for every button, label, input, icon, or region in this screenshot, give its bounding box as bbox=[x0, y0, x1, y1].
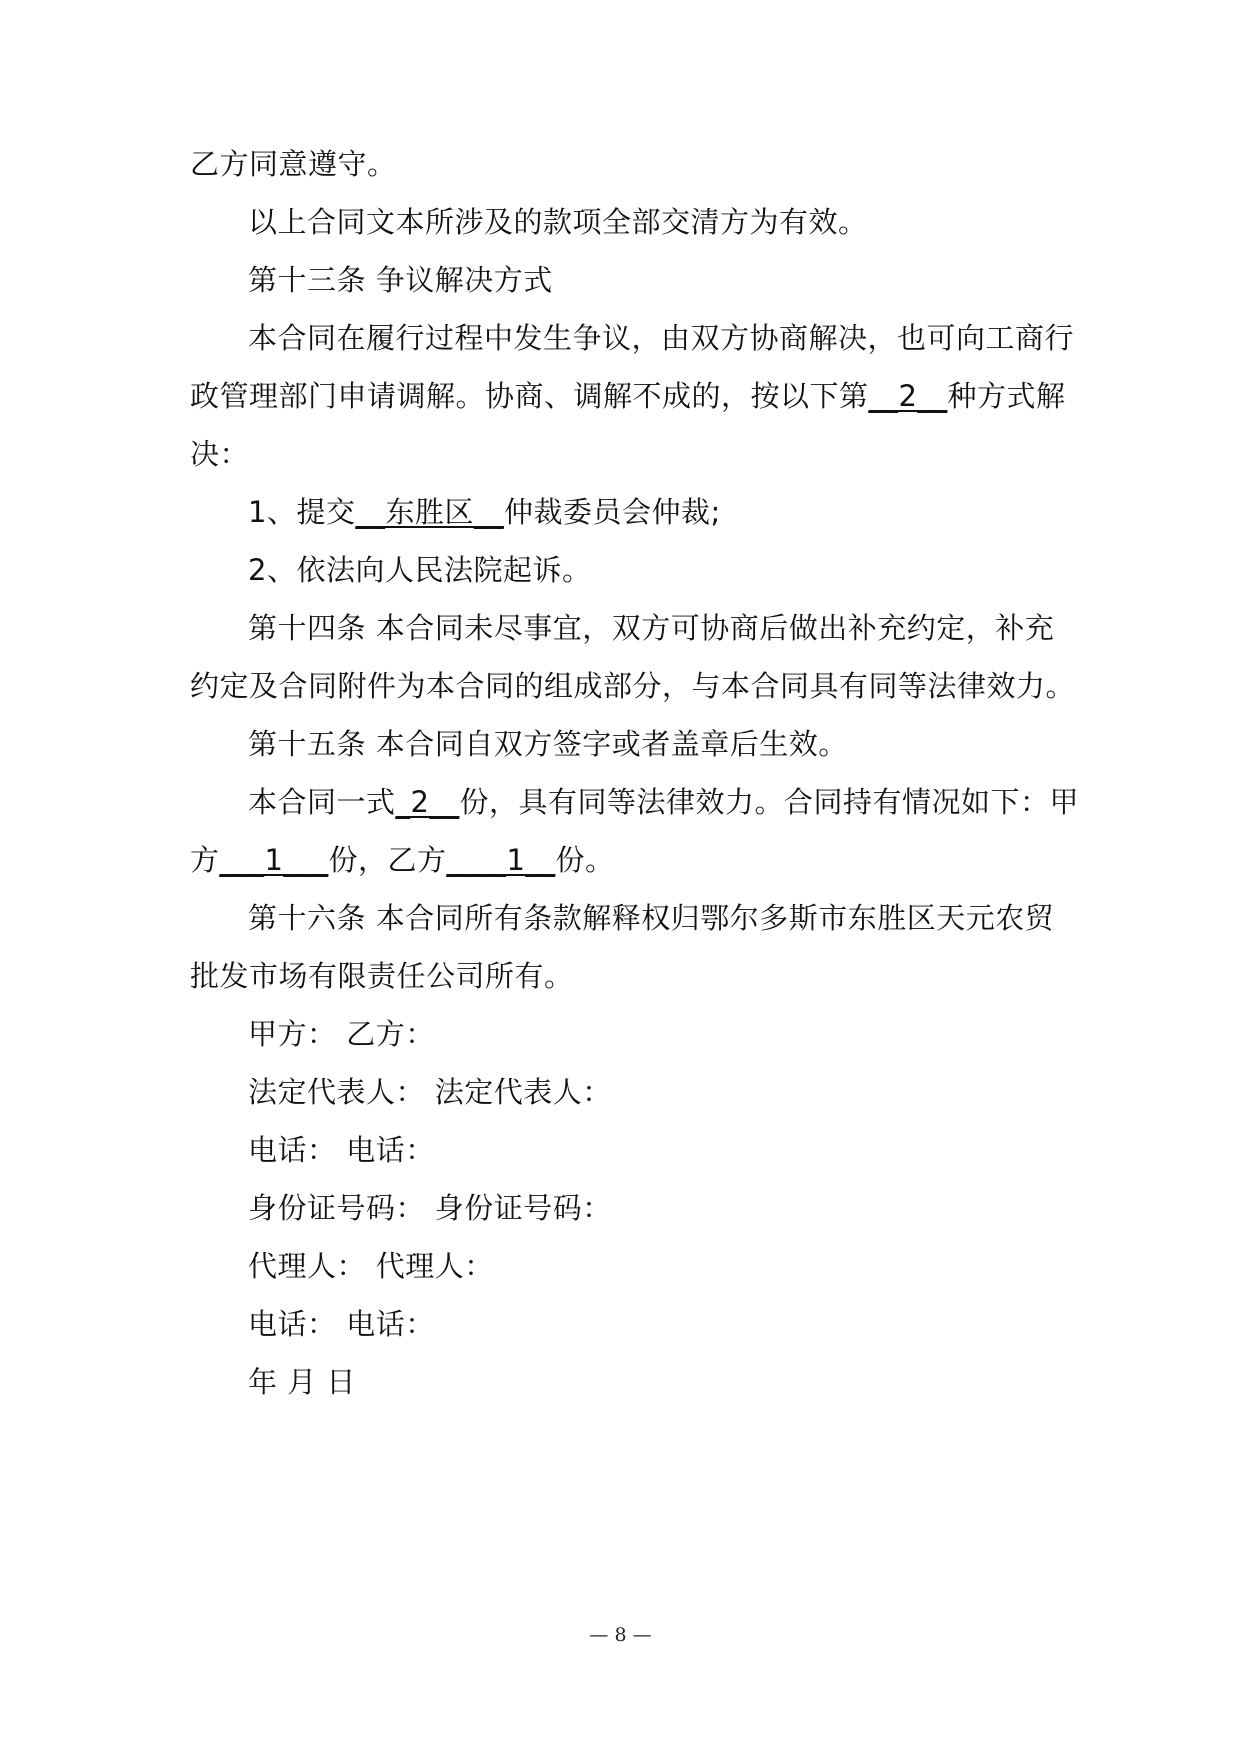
fill-in-blank: ___1___ bbox=[219, 843, 329, 877]
paragraph-line: 以上合同文本所涉及的款项全部交清方为有效。 bbox=[248, 205, 868, 239]
article-heading: 第十四条 本合同未尽事宜，双方可协商后做出补充约定，补充 bbox=[248, 611, 1055, 645]
signature-rep-line: 法定代表人： 法定代表人： bbox=[248, 1075, 612, 1109]
signature-party-line: 甲方： 乙方： bbox=[248, 1017, 435, 1051]
text-line: 方___1___份，乙方____1__份。 bbox=[190, 843, 615, 877]
text-line: 约定及合同附件为本合同的组成部分，与本合同具有同等法律效力。 bbox=[190, 669, 1076, 703]
fill-in-blank: ____1__ bbox=[446, 843, 556, 877]
text-line: 政管理部门申请调解。协商、调解不成的，按以下第__2__种方式解 bbox=[190, 379, 1066, 413]
list-item: 2、依法向人民法院起诉。 bbox=[248, 553, 592, 587]
list-item: 1、提交__东胜区__仲裁委员会仲裁; bbox=[248, 495, 721, 529]
fill-in-blank: __东胜区__ bbox=[355, 495, 504, 529]
signature-phone-line: 电话： 电话： bbox=[248, 1307, 435, 1341]
text-line: 批发市场有限责任公司所有。 bbox=[190, 959, 574, 993]
article-heading: 第十五条 本合同自双方签字或者盖章后生效。 bbox=[248, 727, 848, 761]
page-number: — 8 — bbox=[589, 1624, 652, 1646]
article-heading: 第十三条 争议解决方式 bbox=[248, 263, 553, 297]
article-heading: 第十六条 本合同所有条款解释权归鄂尔多斯市东胜区天元农贸 bbox=[248, 901, 1055, 935]
signature-id-line: 身份证号码： 身份证号码： bbox=[248, 1191, 612, 1225]
signature-date-line: 年 月 日 bbox=[248, 1365, 356, 1399]
signature-agent-line: 代理人： 代理人： bbox=[248, 1249, 494, 1283]
signature-phone-line: 电话： 电话： bbox=[248, 1133, 435, 1167]
paragraph-line: 本合同一式_2__份，具有同等法律效力。合同持有情况如下：甲 bbox=[248, 785, 1079, 819]
fill-in-blank: __2__ bbox=[868, 379, 948, 413]
text-line: 决： bbox=[190, 437, 250, 471]
fill-in-blank: _2__ bbox=[395, 785, 460, 819]
paragraph-line: 本合同在履行过程中发生争议，由双方协商解决，也可向工商行 bbox=[248, 321, 1075, 355]
text-line: 乙方同意遵守。 bbox=[190, 147, 397, 181]
